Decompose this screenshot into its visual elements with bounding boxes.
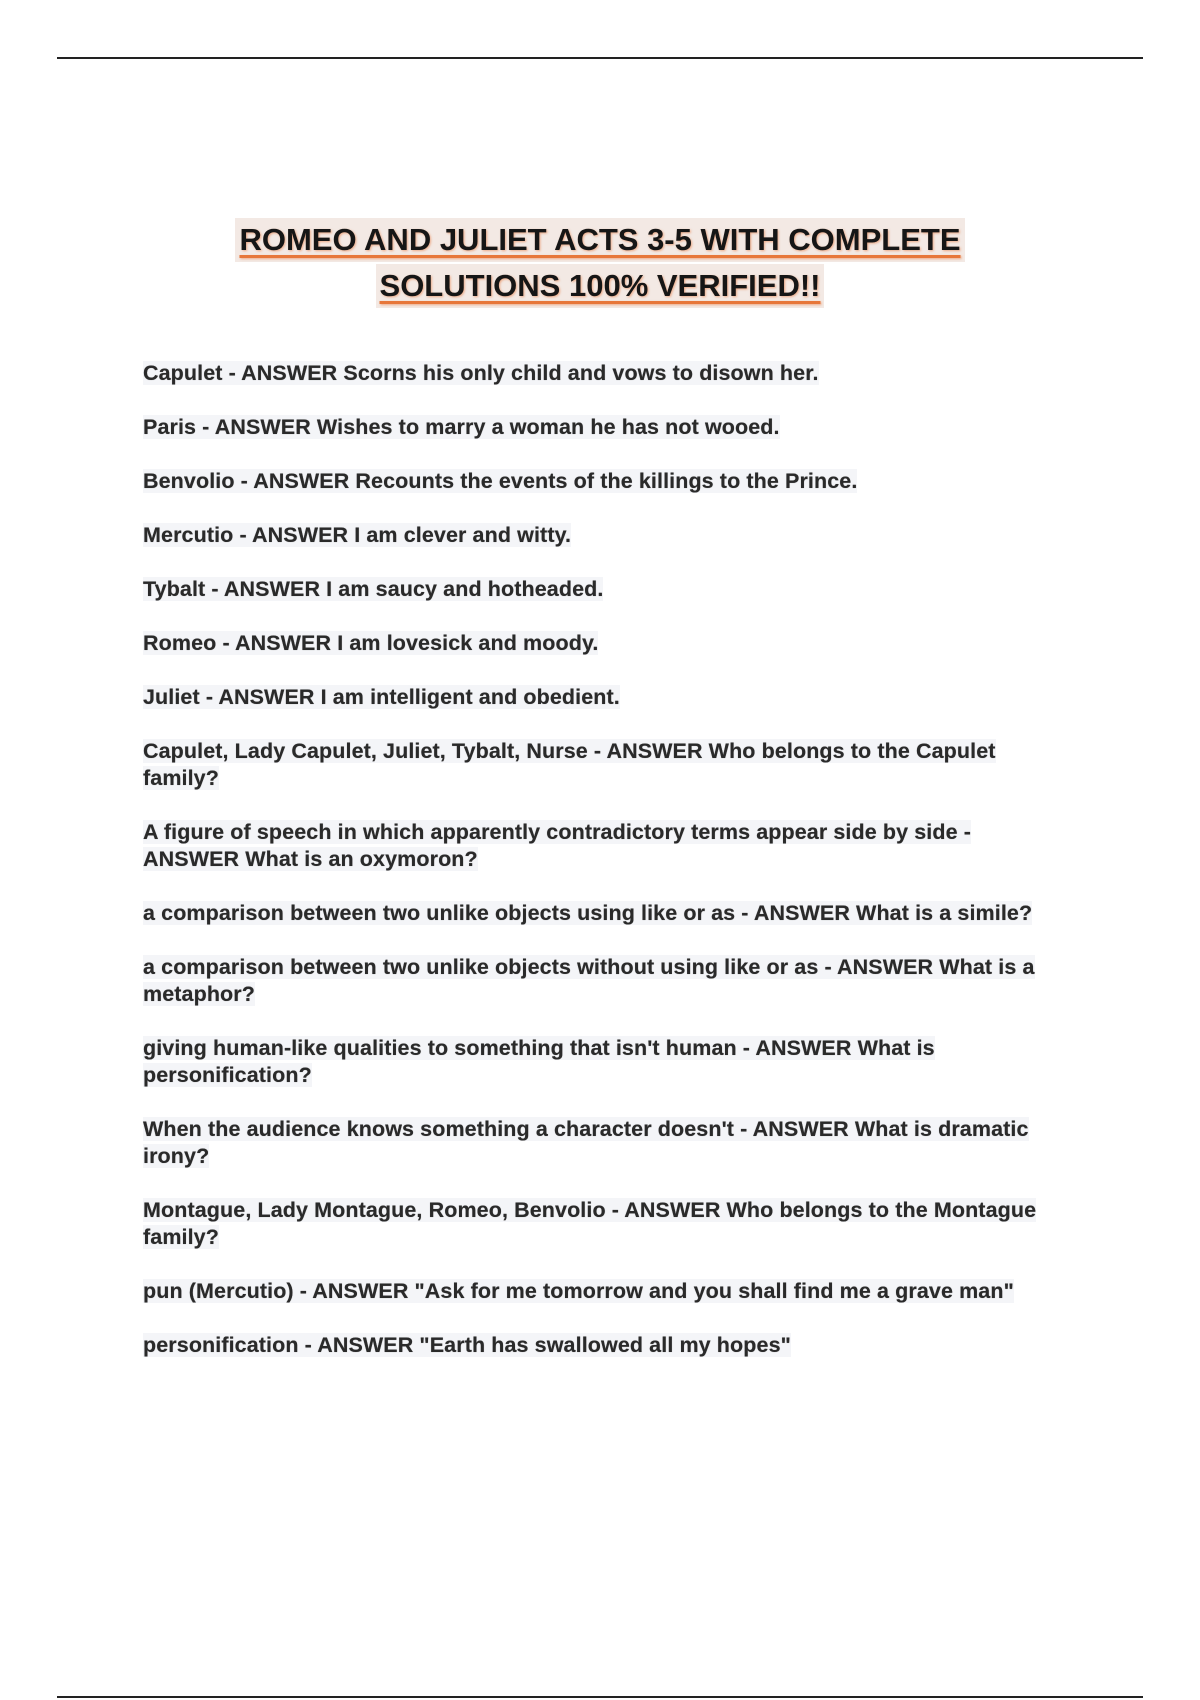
qa-item-mercutio: Mercutio - ANSWER I am clever and witty. <box>143 523 572 547</box>
qa-item-personification-quote: personification - ANSWER "Earth has swallowed all my hopes" <box>143 1333 791 1357</box>
qa-item-capulet: Capulet - ANSWER Scorns his only child and vows to disown her. <box>143 361 819 385</box>
header-rule <box>57 57 1143 59</box>
qa-item-benvolio: Benvolio - ANSWER Recounts the events of the killings to the Prince. <box>143 469 858 493</box>
footer-rule <box>57 1696 1143 1698</box>
qa-item-pun: pun (Mercutio) - ANSWER "Ask for me tomorrow and you shall find me a grave man" <box>143 1279 1014 1303</box>
qa-item-juliet: Juliet - ANSWER I am intelligent and obedient. <box>143 685 620 709</box>
qa-item-romeo: Romeo - ANSWER I am lovesick and moody. <box>143 631 599 655</box>
qa-item-tybalt: Tybalt - ANSWER I am saucy and hotheaded. <box>143 577 604 601</box>
title-line-2: SOLUTIONS 100% VERIFIED!! <box>376 264 825 308</box>
qa-item-montague-family: Montague, Lady Montague, Romeo, Benvolio - ANSWER Who belongs to the Montague family? <box>143 1198 1037 1249</box>
qa-item-oxymoron: A figure of speech in which apparently contradictory terms appear side by side - ANSWER What is an oxymoron? <box>143 820 971 871</box>
qa-item-capulet-family: Capulet, Lady Capulet, Juliet, Tybalt, Nurse - ANSWER Who belongs to the Capulet family? <box>143 739 996 790</box>
document-title <box>0 218 1200 310</box>
qa-item-metaphor: a comparison between two unlike objects without using like or as - ANSWER What is a metaphor? <box>143 955 1035 1006</box>
qa-item-dramatic-irony: When the audience knows something a character doesn't - ANSWER What is dramatic irony? <box>143 1117 1029 1168</box>
qa-item-simile: a comparison between two unlike objects using like or as - ANSWER What is a simile? <box>143 901 1033 925</box>
qa-item-paris: Paris - ANSWER Wishes to marry a woman he has not wooed. <box>143 415 780 439</box>
qa-list <box>143 360 1063 1386</box>
qa-item-personification: giving human-like qualities to something that isn't human - ANSWER What is personification? <box>143 1036 935 1087</box>
title-line-1: ROMEO AND JULIET ACTS 3-5 WITH COMPLETE <box>235 218 964 262</box>
